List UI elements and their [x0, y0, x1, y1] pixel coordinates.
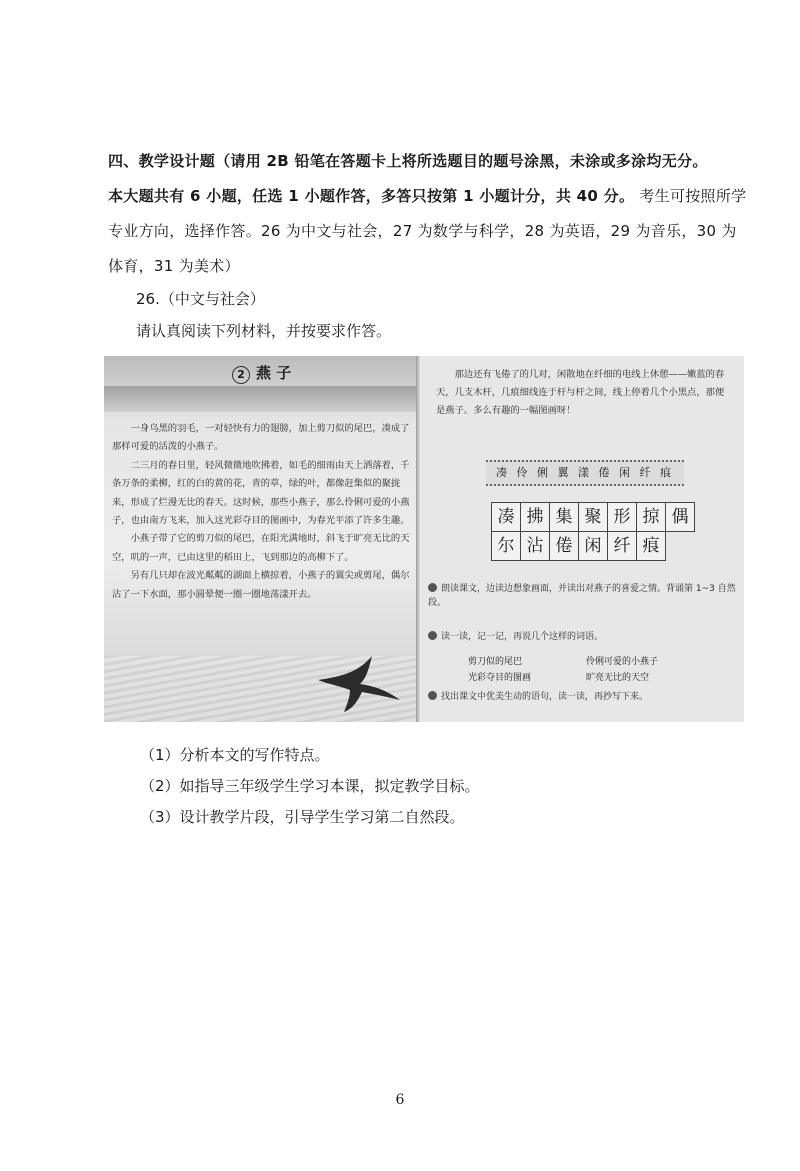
char-cell: 痕 — [636, 531, 666, 561]
grid-row — [492, 531, 695, 560]
exercise-text: 读一读，记一记，再说几个这样的词语。 — [441, 632, 604, 642]
paragraph: 一身乌黑的羽毛，一对轻快有力的翅膀，加上剪刀似的尾巴，凑成了那样可爱的活泼的小燕子。 — [112, 423, 410, 453]
question-number: 26.（中文与社会） — [136, 290, 265, 308]
char-cell: 凑 — [491, 502, 521, 532]
lesson-title-text: 燕 子 — [256, 364, 292, 382]
exercise-text: 找出课文中优美生动的语句，读一读，再抄写下来。 — [441, 692, 649, 702]
phrase: 旷亮无比的天空 — [586, 673, 650, 683]
read-words: 凑 伶 俐 翼 漾 倦 闲 纤 痕 — [486, 460, 684, 486]
question-item: （2）如指导三年级学生学习本课，拟定教学目标。 — [140, 777, 480, 795]
question-instruction: 请认真阅读下列材料，并按要求作答。 — [136, 322, 392, 340]
exercise-bullet-icon — [428, 631, 437, 640]
question-item: （1）分析本文的写作特点。 — [140, 746, 330, 764]
exercise-3 — [428, 690, 738, 704]
char-cell: 偶 — [665, 502, 695, 532]
phrase: 光彩夺目的图画 — [468, 673, 532, 683]
paragraph: 小燕子带了它的剪刀似的尾巴，在阳光满地时，斜飞于旷亮无比的天空，叽的一声，已由这里的稻田上，飞到那边的高柳下了。 — [112, 533, 410, 563]
swallow-illustration — [314, 650, 404, 714]
paragraph: 另有几只却在波光粼粼的湖面上横掠着，小燕子的翼尖或剪尾，偶尔沾了一下水面，那小圆晕便一圈一圈地荡漾开去。 — [112, 570, 410, 600]
phrase: 剪刀似的尾巴 — [468, 657, 523, 667]
right-paragraph: 那边还有飞倦了的几对，闲散地在纤细的电线上休憩——嫩蓝的春天，几支木杆，几痕细线连于杆与杆之间，线上停着几个小黑点，那便是燕子。多么有趣的一幅图画呀！ — [436, 369, 725, 416]
exercise-2 — [428, 630, 738, 644]
char-cell: 拂 — [520, 502, 550, 532]
exercise-1 — [428, 582, 738, 610]
char-cell: 尔 — [491, 531, 521, 561]
question-item: （3）设计教学片段，引导学生学习第二自然段。 — [140, 808, 465, 826]
section-tracks: 考生可按照所学专业方向，选择作答。26 为中文与社会，27 为数学与科学，28 为英语，29 为音乐，30 为体育，31 为美术） — [108, 187, 747, 275]
exercise-bullet-icon — [428, 691, 437, 700]
lesson-body — [112, 420, 412, 604]
exercise-bullet-icon — [428, 583, 437, 592]
textbook-left-page — [104, 356, 420, 722]
section-intro — [108, 144, 748, 284]
exercise-text: 朗读课文，边读边想象画面，并读出对燕子的喜爱之情。背诵第 1~3 自然段。 — [428, 584, 736, 608]
grid-row — [492, 502, 695, 531]
char-cell: 掠 — [636, 502, 666, 532]
page-number: 6 — [395, 1092, 405, 1108]
char-cell: 沾 — [520, 531, 550, 561]
phrase: 伶俐可爱的小燕子 — [586, 657, 659, 667]
char-cell: 纤 — [607, 531, 637, 561]
paragraph: 二三月的春日里，轻风微微地吹拂着，如毛的细雨由天上洒落着，千条万条的柔柳，红的白的黄的花，青的草，绿的叶，都像赶集似的聚拢来，形成了烂漫无比的春天。这时候，那些小燕子，那么伶俐可爱的小燕子，也由南方飞来，加入这光彩夺目的图画中，为春光平添了许多生趣。 — [112, 459, 410, 527]
char-cell: 倦 — [549, 531, 579, 561]
char-cell: 集 — [549, 502, 579, 532]
section-heading: 四、教学设计题（请用 2B 铅笔在答题卡上将所选题目的题号涂黑，未涂或多涂均无分。 — [108, 152, 708, 170]
write-chars-grid — [492, 502, 695, 560]
lesson-title — [232, 362, 291, 384]
char-cell: 形 — [607, 502, 637, 532]
textbook-scan — [104, 356, 744, 722]
section-rule: 本大题共有 6 小题，任选 1 小题作答，多答只按第 1 小题计分，共 40 分。 — [108, 187, 635, 205]
char-cell: 聚 — [578, 502, 608, 532]
char-cell: 闲 — [578, 531, 608, 561]
landscape-illustration — [104, 386, 420, 412]
textbook-right-page — [422, 356, 744, 722]
question-items — [140, 740, 480, 833]
phrase-list — [468, 654, 708, 686]
lesson-number: 2 — [232, 366, 250, 384]
